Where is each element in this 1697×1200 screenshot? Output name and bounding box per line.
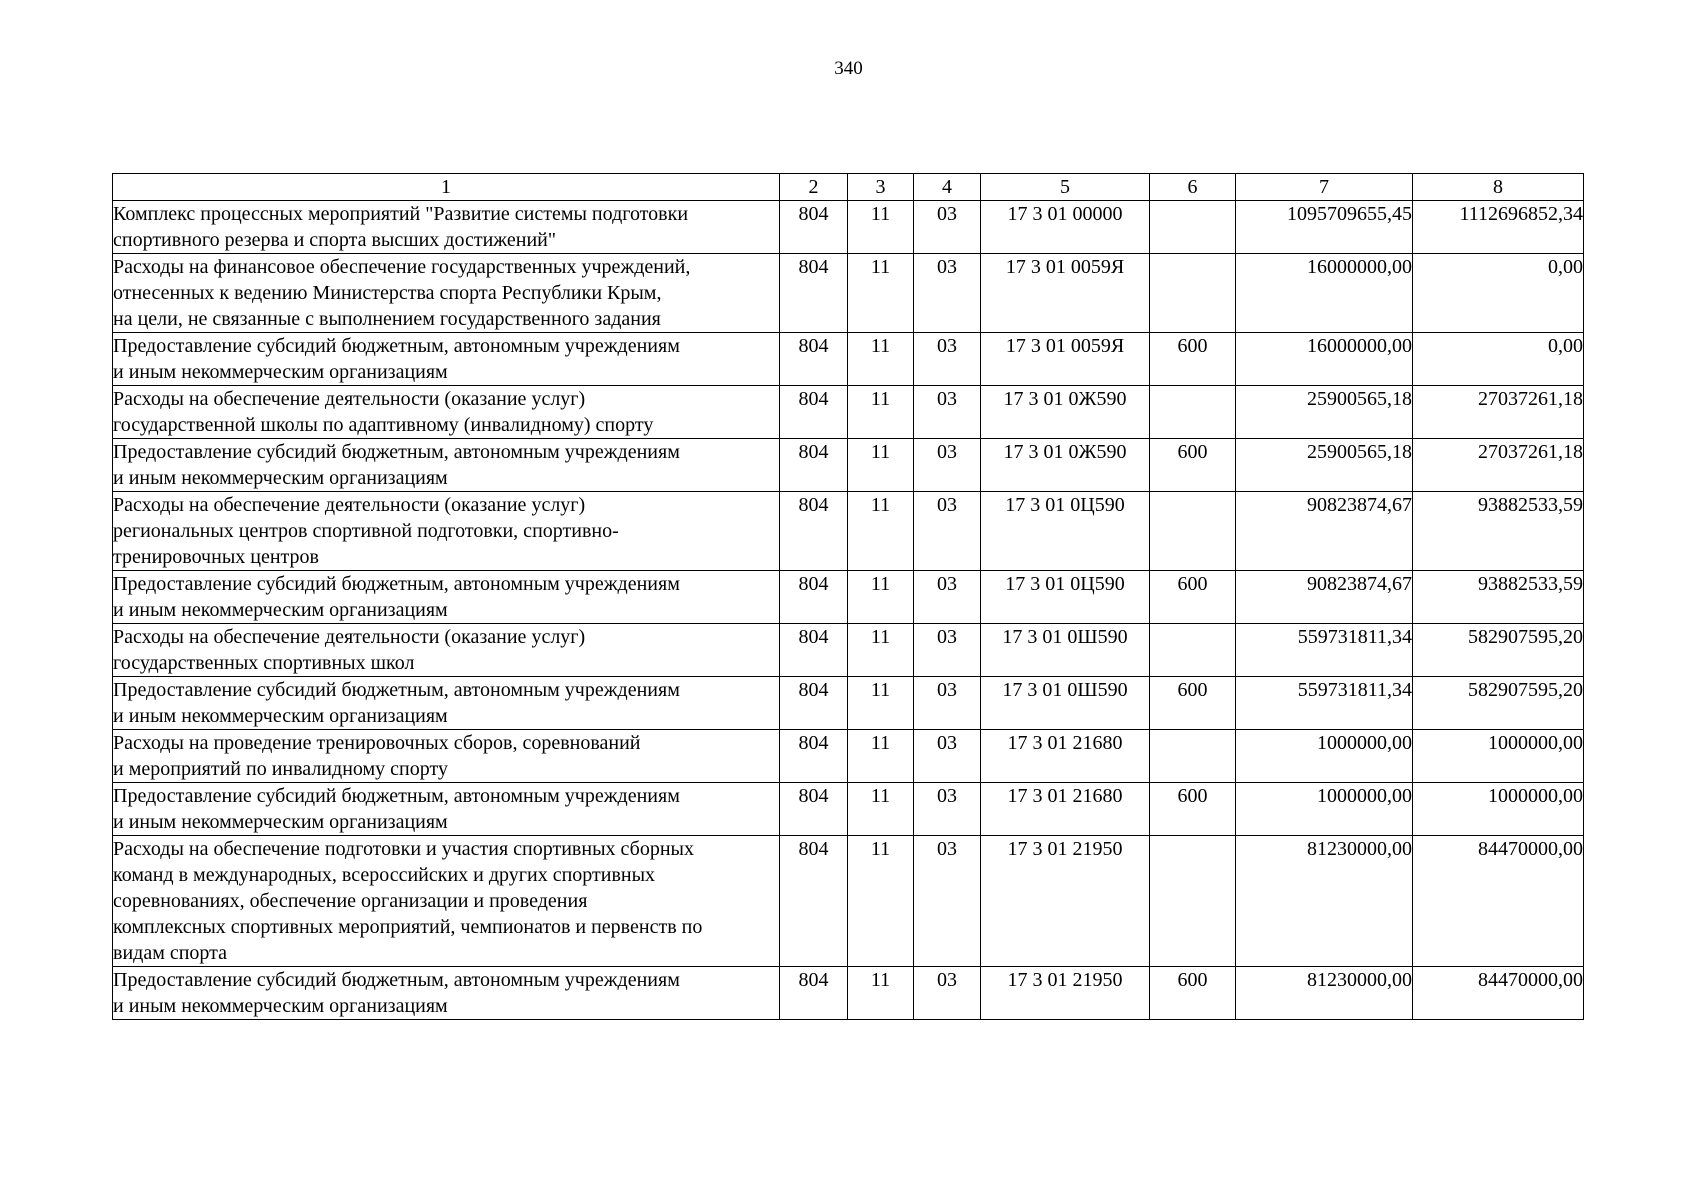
row-expense-type: 600	[1150, 571, 1236, 624]
row-amount-col7: 81230000,00	[1236, 967, 1413, 1020]
row-grbs: 804	[780, 677, 848, 730]
row-subsection: 03	[914, 624, 981, 677]
row-name: Расходы на обеспечение деятельности (оказание услуг) государственных спортивных школ	[113, 624, 780, 677]
row-amount-col7: 1000000,00	[1236, 730, 1413, 783]
table-row	[113, 836, 1584, 967]
row-target-article: 17 3 01 21680	[981, 783, 1150, 836]
row-section: 11	[848, 439, 914, 492]
row-grbs: 804	[780, 201, 848, 254]
column-header-4: 4	[914, 174, 981, 201]
row-expense-type	[1150, 730, 1236, 783]
row-section: 11	[848, 386, 914, 439]
table-row	[113, 333, 1584, 386]
row-amount-col7: 16000000,00	[1236, 254, 1413, 333]
row-name: Расходы на проведение тренировочных сборов, соревнований и мероприятий по инвалидному спорту	[113, 730, 780, 783]
row-subsection: 03	[914, 333, 981, 386]
table-row	[113, 783, 1584, 836]
table-row	[113, 967, 1584, 1020]
row-amount-col7: 25900565,18	[1236, 439, 1413, 492]
row-subsection: 03	[914, 201, 981, 254]
row-expense-type	[1150, 254, 1236, 333]
row-amount-col7: 1095709655,45	[1236, 201, 1413, 254]
row-section: 11	[848, 730, 914, 783]
row-grbs: 804	[780, 571, 848, 624]
row-section: 11	[848, 254, 914, 333]
row-grbs: 804	[780, 333, 848, 386]
row-grbs: 804	[780, 439, 848, 492]
row-section: 11	[848, 201, 914, 254]
table-row	[113, 386, 1584, 439]
row-amount-col8: 1000000,00	[1413, 783, 1584, 836]
table-row	[113, 439, 1584, 492]
row-amount-col7: 90823874,67	[1236, 571, 1413, 624]
row-section: 11	[848, 836, 914, 967]
row-subsection: 03	[914, 836, 981, 967]
row-expense-type: 600	[1150, 677, 1236, 730]
row-subsection: 03	[914, 492, 981, 571]
row-amount-col8: 84470000,00	[1413, 836, 1584, 967]
page-number: 340	[834, 58, 863, 79]
row-amount-col7: 25900565,18	[1236, 386, 1413, 439]
row-amount-col7: 1000000,00	[1236, 783, 1413, 836]
row-grbs: 804	[780, 624, 848, 677]
row-target-article: 17 3 01 0Ш590	[981, 624, 1150, 677]
column-header-6: 6	[1150, 174, 1236, 201]
row-target-article: 17 3 01 21950	[981, 967, 1150, 1020]
row-name: Предоставление субсидий бюджетным, автономным учреждениям и иным некоммерческим организациям	[113, 333, 780, 386]
row-grbs: 804	[780, 492, 848, 571]
row-amount-col7: 559731811,34	[1236, 677, 1413, 730]
row-amount-col7: 559731811,34	[1236, 624, 1413, 677]
row-grbs: 804	[780, 254, 848, 333]
row-section: 11	[848, 571, 914, 624]
row-grbs: 804	[780, 783, 848, 836]
row-amount-col7: 16000000,00	[1236, 333, 1413, 386]
row-section: 11	[848, 492, 914, 571]
row-expense-type: 600	[1150, 783, 1236, 836]
row-grbs: 804	[780, 730, 848, 783]
budget-table	[112, 173, 1584, 1020]
row-amount-col8: 582907595,20	[1413, 624, 1584, 677]
row-subsection: 03	[914, 386, 981, 439]
row-subsection: 03	[914, 254, 981, 333]
row-amount-col7: 90823874,67	[1236, 492, 1413, 571]
row-amount-col8: 27037261,18	[1413, 386, 1584, 439]
row-target-article: 17 3 01 0059Я	[981, 254, 1150, 333]
row-expense-type	[1150, 386, 1236, 439]
row-amount-col8: 27037261,18	[1413, 439, 1584, 492]
row-target-article: 17 3 01 0059Я	[981, 333, 1150, 386]
row-expense-type	[1150, 624, 1236, 677]
column-header-1: 1	[113, 174, 780, 201]
row-expense-type	[1150, 492, 1236, 571]
row-grbs: 804	[780, 967, 848, 1020]
row-expense-type: 600	[1150, 439, 1236, 492]
row-name: Расходы на финансовое обеспечение государственных учреждений, отнесенных к ведению Министерства спорта Республики Крым, на цели, не связанные с выполнением государственного задания	[113, 254, 780, 333]
row-name: Расходы на обеспечение подготовки и участия спортивных сборных команд в международных, всероссийских и других спортивных соревнованиях, обеспечение организации и проведения комплексных спортивных мероприятий, чемпионатов и первенств по видам спорта	[113, 836, 780, 967]
column-header-7: 7	[1236, 174, 1413, 201]
row-subsection: 03	[914, 439, 981, 492]
table-row	[113, 201, 1584, 254]
row-expense-type	[1150, 836, 1236, 967]
column-header-5: 5	[981, 174, 1150, 201]
column-header-3: 3	[848, 174, 914, 201]
table-row	[113, 677, 1584, 730]
table-row	[113, 624, 1584, 677]
table-row	[113, 254, 1584, 333]
row-section: 11	[848, 677, 914, 730]
column-header-2: 2	[780, 174, 848, 201]
row-amount-col8: 1112696852,34	[1413, 201, 1584, 254]
row-target-article: 17 3 01 0Ж590	[981, 386, 1150, 439]
row-subsection: 03	[914, 783, 981, 836]
row-amount-col7: 81230000,00	[1236, 836, 1413, 967]
row-name: Предоставление субсидий бюджетным, автономным учреждениям и иным некоммерческим организациям	[113, 967, 780, 1020]
row-name: Предоставление субсидий бюджетным, автономным учреждениям и иным некоммерческим организациям	[113, 783, 780, 836]
column-header-8: 8	[1413, 174, 1584, 201]
row-subsection: 03	[914, 677, 981, 730]
row-name: Предоставление субсидий бюджетным, автономным учреждениям и иным некоммерческим организациям	[113, 571, 780, 624]
table-row	[113, 571, 1584, 624]
row-amount-col8: 93882533,59	[1413, 571, 1584, 624]
row-section: 11	[848, 967, 914, 1020]
row-target-article: 17 3 01 0Ж590	[981, 439, 1150, 492]
row-amount-col8: 84470000,00	[1413, 967, 1584, 1020]
row-amount-col8: 1000000,00	[1413, 730, 1584, 783]
row-amount-col8: 93882533,59	[1413, 492, 1584, 571]
row-amount-col8: 0,00	[1413, 333, 1584, 386]
row-expense-type: 600	[1150, 967, 1236, 1020]
row-amount-col8: 0,00	[1413, 254, 1584, 333]
row-name: Комплекс процессных мероприятий "Развитие системы подготовки спортивного резерва и спорта высших достижений"	[113, 201, 780, 254]
table-row	[113, 492, 1584, 571]
header-row	[113, 174, 1584, 201]
row-target-article: 17 3 01 0Ш590	[981, 677, 1150, 730]
row-target-article: 17 3 01 21680	[981, 730, 1150, 783]
row-target-article: 17 3 01 00000	[981, 201, 1150, 254]
row-target-article: 17 3 01 21950	[981, 836, 1150, 967]
row-subsection: 03	[914, 571, 981, 624]
row-expense-type: 600	[1150, 333, 1236, 386]
row-name: Предоставление субсидий бюджетным, автономным учреждениям и иным некоммерческим организациям	[113, 677, 780, 730]
row-grbs: 804	[780, 836, 848, 967]
row-subsection: 03	[914, 967, 981, 1020]
table-row	[113, 730, 1584, 783]
row-section: 11	[848, 624, 914, 677]
row-name: Предоставление субсидий бюджетным, автономным учреждениям и иным некоммерческим организациям	[113, 439, 780, 492]
row-expense-type	[1150, 201, 1236, 254]
row-subsection: 03	[914, 730, 981, 783]
row-name: Расходы на обеспечение деятельности (оказание услуг) региональных центров спортивной подготовки, спортивно- тренировочных центров	[113, 492, 780, 571]
row-section: 11	[848, 333, 914, 386]
row-grbs: 804	[780, 386, 848, 439]
row-target-article: 17 3 01 0Ц590	[981, 492, 1150, 571]
row-amount-col8: 582907595,20	[1413, 677, 1584, 730]
row-section: 11	[848, 783, 914, 836]
row-target-article: 17 3 01 0Ц590	[981, 571, 1150, 624]
row-name: Расходы на обеспечение деятельности (оказание услуг) государственной школы по адаптивному (инвалидному) спорту	[113, 386, 780, 439]
